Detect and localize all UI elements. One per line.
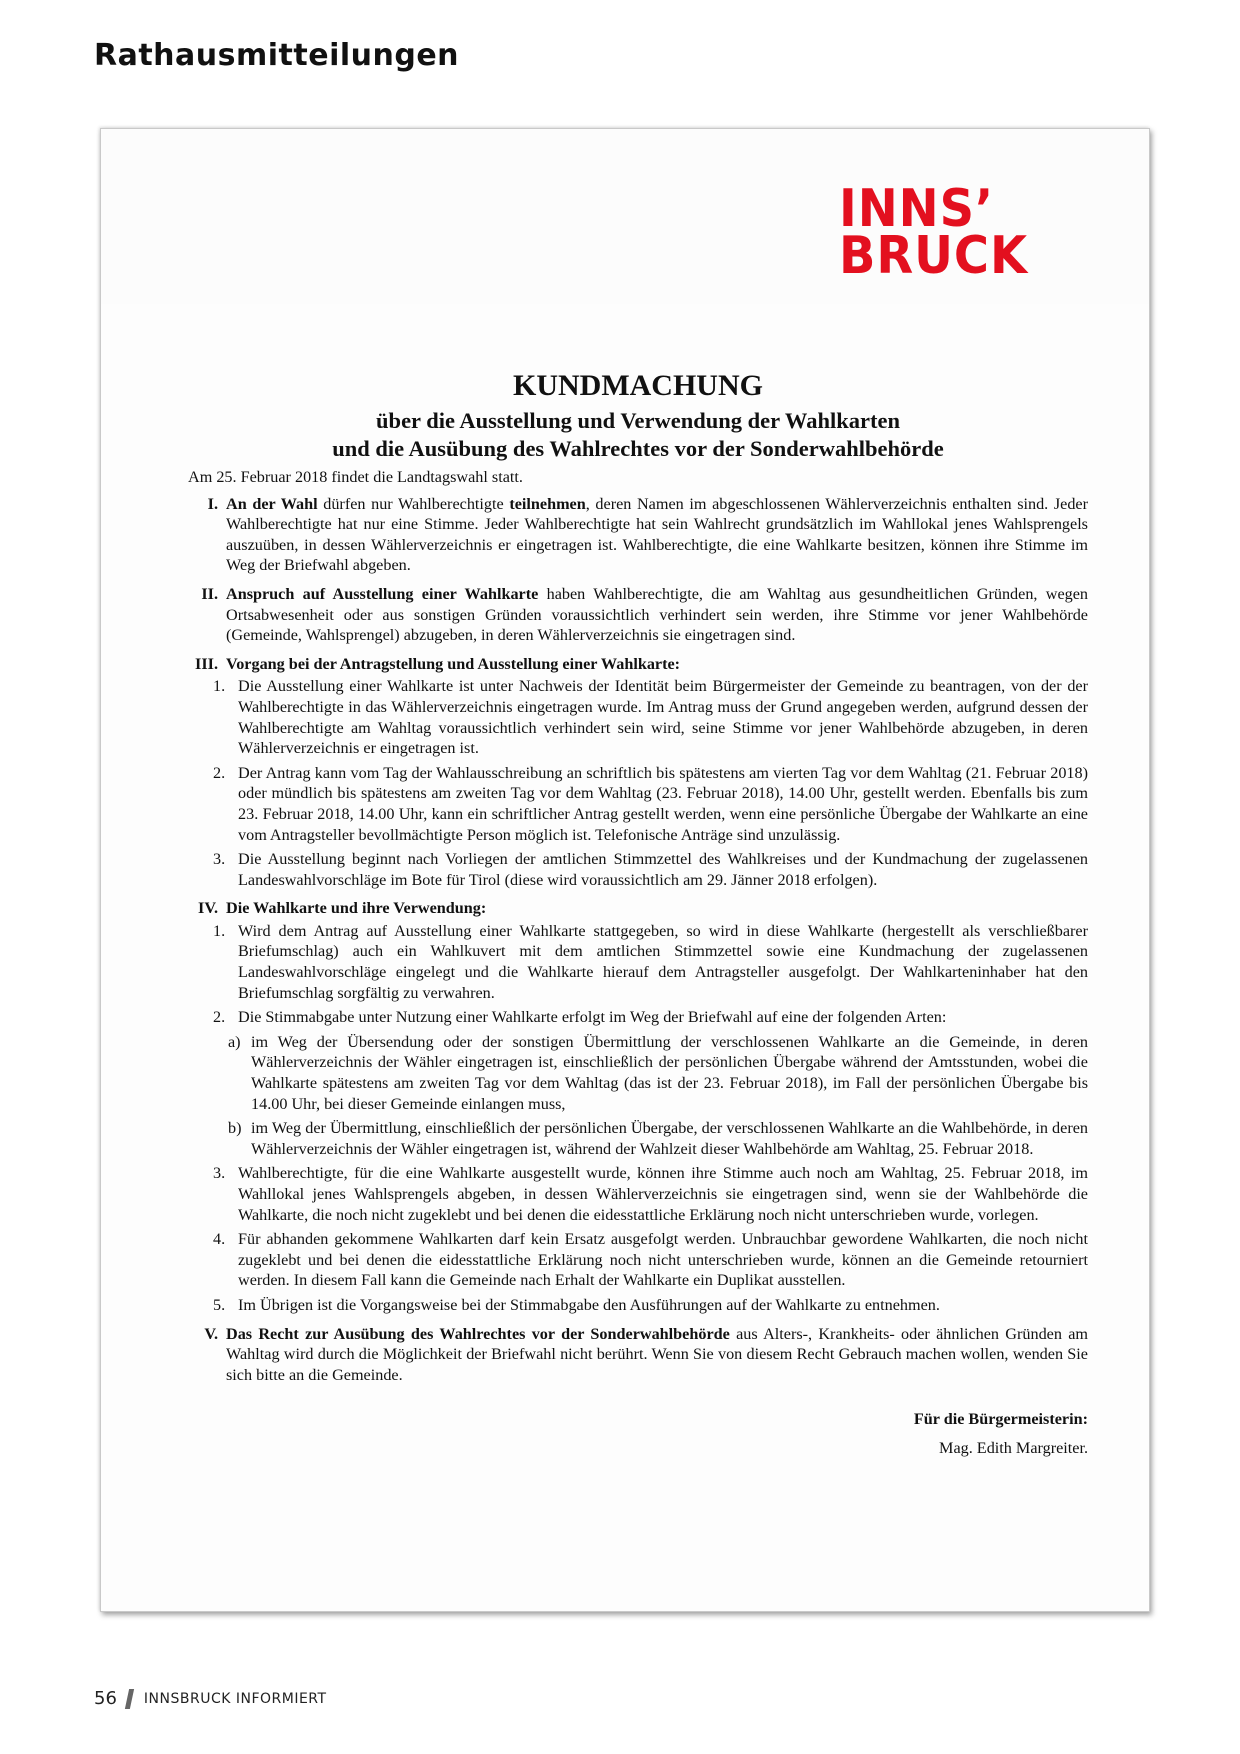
- section-text: , deren Namen im abgeschlossenen Wählerverzeichnis enthalten sind. Jeder Wahlberechtigte hat nur eine Stimme. Jeder Wahlberechtigte hat sein Wahlrecht grundsätzlich im Wahllokal jenes Wahlsprengels auszuüben, in dessen Wählerverzeichnis er eingetragen ist. Wahlberechtigte, die eine Wahlkarte besitzen, können ihre Stimme im Weg der Briefwahl abgeben.: [226, 494, 1088, 575]
- item-letter: b): [228, 1119, 242, 1138]
- section-3: [188, 654, 1088, 675]
- section-emphasis: teilnehmen: [509, 494, 586, 513]
- list-item: [188, 1163, 1088, 1225]
- signature-label: Für die Bürgermeisterin:: [913, 1410, 1088, 1429]
- item-text: Die Ausstellung beginnt nach Vorliegen der amtlichen Stimmzettel des Wahlkreises und der Kundmachung der zugelassenen Landeswahlvorschläge im Bote für Tirol (diese wird voraussichtlich am 29. Jänner 2018 erfolgen).: [238, 850, 1088, 889]
- item-number: 3.: [213, 1164, 226, 1183]
- notice-subtitle-2: und die Ausübung des Wahlrechtes vor der Sonderwahlbehörde: [332, 436, 944, 461]
- logo-line-1: INNS’: [839, 179, 995, 239]
- item-number: 5.: [213, 1295, 226, 1314]
- section-text: haben Wahlberechtigte, die am Wahltag aus gesundheitlichen Gründen, wegen Ortsabwesenheit oder aus sonstigen Gründen voraussichtlich verhindert sein werden, ihre Stimme vor jener Wahlbehörde (Gemeinde, Wahlsprengel) abzugeben, in deren Wählerverzeichnis sie eingetragen sind.: [226, 584, 1088, 645]
- slash-divider-icon: [125, 1689, 134, 1709]
- signature-name: Mag. Edith Margreiter.: [939, 1438, 1088, 1457]
- list-item: [188, 763, 1088, 845]
- section-number: V.: [204, 1324, 218, 1343]
- item-text: Die Ausstellung einer Wahlkarte ist unter Nachweis der Identität beim Bürgermeister der Gemeinde zu beantragen, von der der Wahlberechtigte in das Wählerverzeichnis eingetragen wurde. Im Antrag muss der Grund angegeben werden, aufgrund dessen der Wahlberechtigte am Wahltag voraussichtlich verhindert sein wird, seine Stimme vor jener Wahlbehörde abzugeben, in deren Wählerverzeichnis er eingetragen ist.: [238, 677, 1088, 758]
- item-number: 2.: [213, 763, 226, 782]
- item-number: 4.: [213, 1230, 226, 1249]
- sub-list-item: [188, 1032, 1088, 1114]
- notice-intro: Am 25. Februar 2018 findet die Landtagswahl statt.: [188, 468, 523, 486]
- list-item: [188, 1295, 1088, 1316]
- notice-document: [100, 128, 1150, 1612]
- page-footer: [94, 1688, 327, 1709]
- item-text: im Weg der Übersendung oder der sonstigen Übermittlung der verschlossenen Wahlkarte an die Gemeinde, in deren Wählerverzeichnis der Wähler eingetragen ist, einschließlich der persönlichen Übergabe während der Amtsstunden, wobei die Wahlkarte spätestens am zweiten Tag vor dem Wahltag (das ist der 23. Februar 2018), im Fall der persönlichen Übergabe bis 14.00 Uhr, bei dieser Gemeinde einlangen muss,: [251, 1032, 1088, 1113]
- section-lead: An der Wahl: [226, 494, 318, 513]
- section-lead: Anspruch auf Ausstellung einer Wahlkarte: [226, 584, 539, 603]
- logo-line-2: BRUCK: [839, 226, 1028, 286]
- logo-band: [101, 129, 1149, 304]
- section-title: Rathausmitteilungen: [94, 38, 460, 73]
- section-2: [188, 584, 1088, 646]
- item-letter: a): [228, 1032, 241, 1051]
- page-number: 56: [94, 1688, 117, 1709]
- list-item: [188, 921, 1088, 1003]
- item-number: 1.: [213, 921, 226, 940]
- notice-content: [188, 369, 1088, 1459]
- item-text: Die Stimmabgabe unter Nutzung einer Wahlkarte erfolgt im Weg der Briefwahl auf eine der folgenden Arten:: [238, 1008, 947, 1027]
- section-number: II.: [201, 584, 218, 603]
- item-number: 3.: [213, 850, 226, 869]
- item-number: 1.: [213, 677, 226, 696]
- innsbruck-logo: [839, 179, 1028, 286]
- section-text: aus Alters-, Krankheits- oder ähnlichen Gründen am Wahltag wird durch die Möglichkeit der Briefwahl nicht berührt. Wenn Sie von diesem Recht Gebrauch machen wollen, wenden Sie sich bitte an die Gemeinde.: [226, 1324, 1088, 1384]
- section-number: I.: [207, 494, 218, 513]
- list-item: [188, 676, 1088, 758]
- notice-title: KUNDMACHUNG: [513, 369, 763, 402]
- item-text: Für abhanden gekommene Wahlkarten darf kein Ersatz ausgefolgt werden. Unbrauchbar gewordene Wahlkarten, die noch nicht zugeklebt und bei denen die eidesstattliche Erklärung noch nicht unterschrieben wurde, können an die Gemeinde retourniert werden. In diesem Fall kann die Gemeinde nach Erhalt der Wahlkarte ein Duplikat ausstellen.: [238, 1230, 1088, 1290]
- item-text: Wird dem Antrag auf Ausstellung einer Wahlkarte stattgegeben, so wird in diese Wahlkarte (hergestellt als verschließbarer Briefumschlag) auch ein Wahlkuvert mit dem amtlichen Stimmzettel sowie eine Kundmachung der zugelassenen Landeswahlvorschläge eingelegt und die Wahlkarte hierauf dem Antragsteller ausgefolgt. Der Wahlkarteninhaber hat den Briefumschlag sorgfältig zu verwahren.: [238, 921, 1088, 1002]
- section-lead: Das Recht zur Ausübung des Wahlrechtes vor der Sonderwahlbehörde: [226, 1324, 730, 1343]
- section-number: III.: [195, 654, 218, 673]
- section-5: [188, 1324, 1088, 1386]
- item-text: Im Übrigen ist die Vorgangsweise bei der Stimmabgabe den Ausführungen auf der Wahlkarte zu entnehmen.: [238, 1295, 940, 1314]
- list-item: [188, 849, 1088, 890]
- section-number: IV.: [198, 899, 218, 918]
- section-4: [188, 898, 1088, 919]
- section-heading: Die Wahlkarte und ihre Verwendung:: [226, 899, 487, 918]
- section-1: [188, 494, 1088, 576]
- section-text: dürfen nur Wahlberechtigte: [317, 494, 510, 513]
- list-item: [188, 1007, 1088, 1028]
- publication-name: INNSBRUCK INFORMIERT: [143, 1690, 327, 1707]
- item-number: 2.: [213, 1008, 226, 1027]
- notice-subtitle-1: über die Ausstellung und Verwendung der Wahlkarten: [376, 408, 900, 433]
- item-text: Der Antrag kann vom Tag der Wahlausschreibung an schriftlich bis spätestens am vierten Tag vor dem Wahltag (21. Februar 2018) oder mündlich bis spätestens am zweiten Tag vor dem Wahltag (23. Februar 2018), 14.00 Uhr, gestellt werden. Ebenfalls bis zum 23. Februar 2018, 14.00 Uhr, kann ein schriftlicher Antrag gestellt werden, wenn eine persönliche Übergabe der Wahlkarte an eine vom Antragsteller bevollmächtigte Person möglich ist. Telefonische Anträge sind unzulässig.: [238, 763, 1088, 844]
- section-heading: Vorgang bei der Antragstellung und Ausstellung einer Wahlkarte:: [226, 654, 681, 673]
- sub-list-item: [188, 1118, 1088, 1159]
- item-text: im Weg der Übermittlung, einschließlich der persönlichen Übergabe, der verschlossenen Wahlkarte an die Wahlbehörde, in deren Wählerverzeichnis der Wähler eingetragen ist, während der Wahlzeit dieser Wahlbehörde am Wahltag, 25. Februar 2018.: [251, 1119, 1088, 1158]
- list-item: [188, 1229, 1088, 1291]
- item-text: Wahlberechtigte, für die eine Wahlkarte ausgestellt wurde, können ihre Stimme auch noch am Wahltag, 25. Februar 2018, im Wahllokal jenes Wahlsprengels abgeben, in dessen Wählerverzeichnis sie eingetragen sind, wenn sie der Wahlbehörde die Wahlkarte, die noch nicht zugeklebt und bei denen die eidesstattliche Erklärung noch nicht unterschrieben wurde, vorlegen.: [238, 1164, 1088, 1224]
